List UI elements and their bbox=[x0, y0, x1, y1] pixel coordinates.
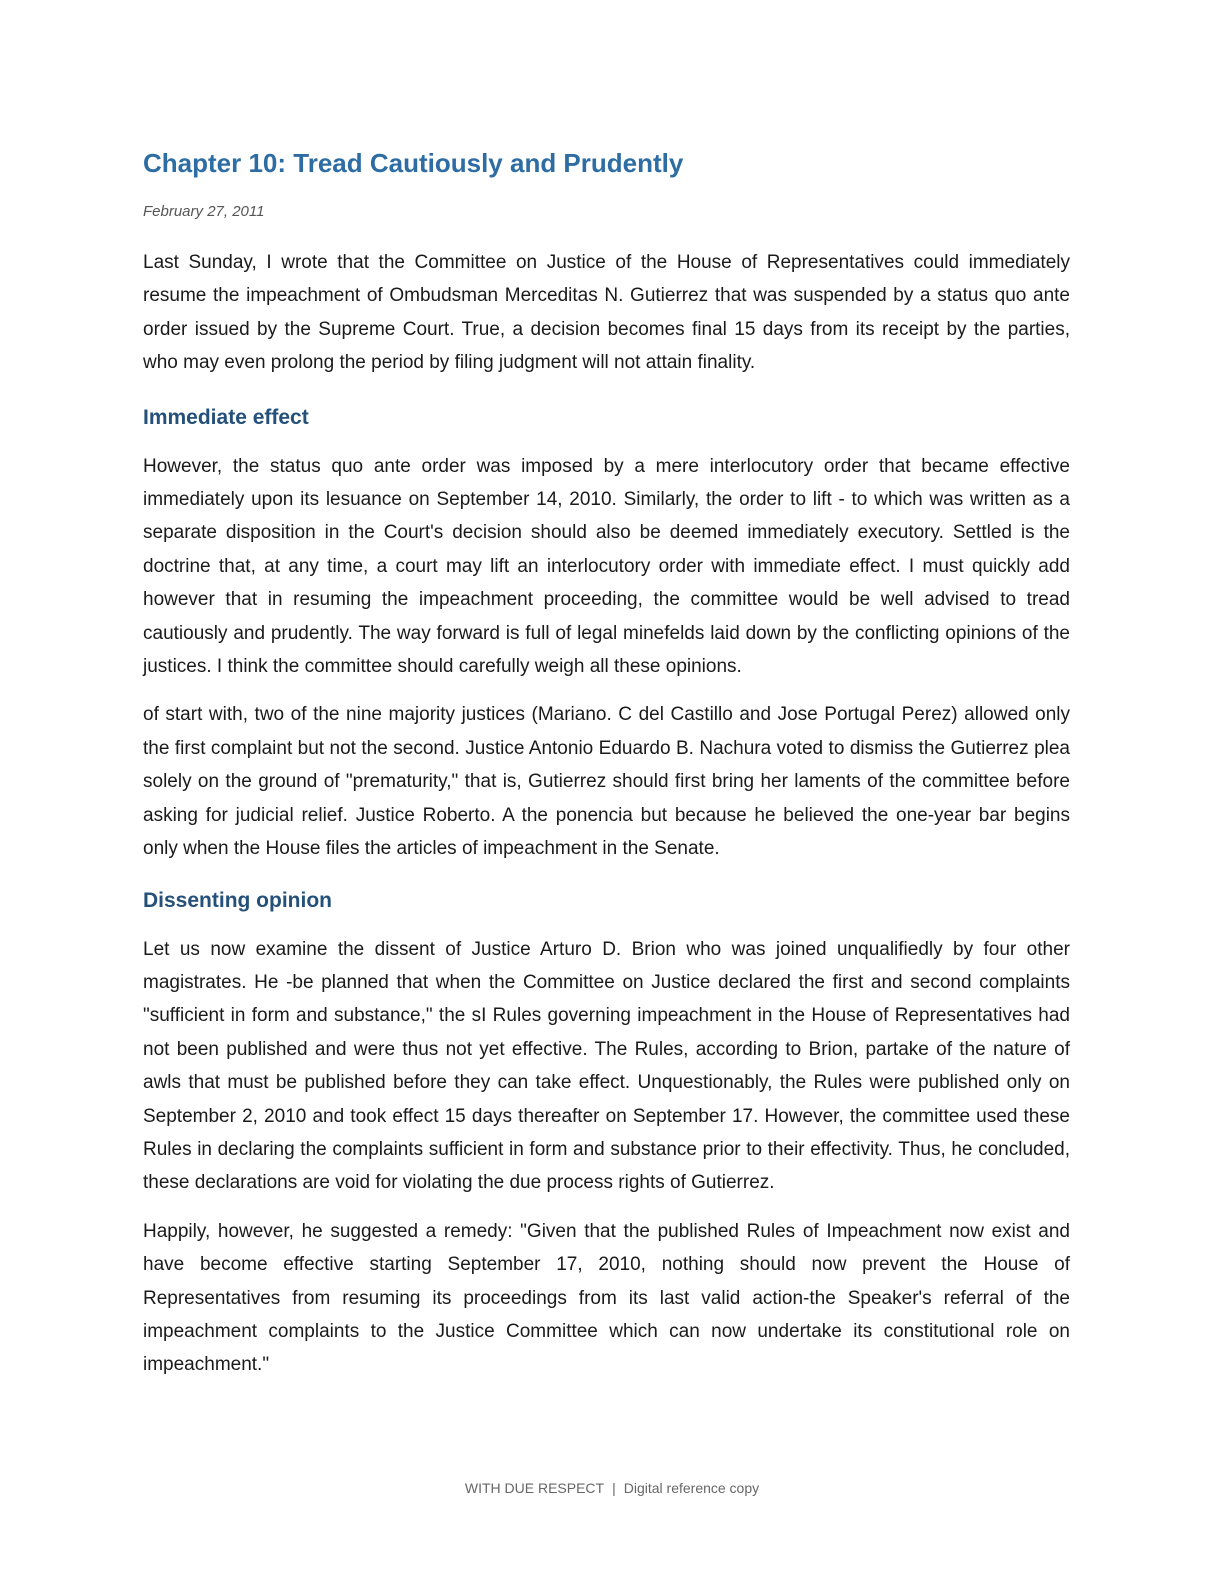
section-heading-dissenting-opinion: Dissenting opinion bbox=[143, 888, 332, 912]
paragraph: Let us now examine the dissent of Justice Arturo D. Brion who was joined unqualifiedly by four other magistrates. He -be planned that when the Committee on Justice declared the first and second complaints "sufficient in form and substance," the sI Rules governing impeachment in the House of Representatives had not been published and were thus not yet effective. The Rules, according to Brion, partake of the nature of awls that must be published before they can take effect. Unquestionably, the Rules were published only on September 2, 2010 and took effect 15 days thereafter on September 17. However, the committee used these Rules in declaring the complaints sufficient in form and substance prior to their effectivity. Thus, he concluded, these declarations are void for violating the due process rights of Gutierrez. bbox=[143, 938, 1070, 1194]
chapter-title: Chapter 10: Tread Cautiously and Prudently bbox=[143, 148, 684, 178]
page-body bbox=[143, 140, 1070, 1382]
paragraph: Last Sunday, I wrote that the Committee on Justice of the House of Representatives could immediately resume the impeachment of Ombudsman Merceditas N. Gutierrez that was suspended by a status quo ante order issued by the Supreme Court. True, a decision becomes final 15 days from its receipt by the parties, who may even prolong the period by filing judgment will not attain finality. bbox=[143, 252, 1070, 374]
chapter-date: February 27, 2011 bbox=[143, 203, 265, 220]
footer-copy-note: Digital reference copy bbox=[623, 1480, 760, 1496]
paragraph: Happily, however, he suggested a remedy: "Given that the published Rules of Impeachment now exist and have become effective starting September 17, 2010, nothing should now prevent the House of Representatives from resuming its proceedings from its last valid action-the Speaker's referral of the impeachment complaints to the Justice Committee which can now undertake its constitutional role on impeachment." bbox=[143, 1220, 1070, 1376]
section-heading-immediate-effect: Immediate effect bbox=[143, 405, 309, 429]
page-footer bbox=[0, 1478, 1224, 1498]
footer-book-title: WITH DUE RESPECT bbox=[464, 1480, 605, 1496]
paragraph: of start with, two of the nine majority justices (Mariano. C del Castillo and Jose Portugal Perez) allowed only the first complaint but not the second. Justice Antonio Eduardo B. Nachura voted to dismiss the Gutierrez plea solely on the ground of "prematurity," that is, Gutierrez should first bring her laments of the committee before asking for judicial relief. Justice Roberto. A the ponencia but because he believed the one-year bar begins only when the House files the articles of impeachment in the Senate. bbox=[143, 704, 1070, 860]
paragraph: However, the status quo ante order was imposed by a mere interlocutory order that became effective immediately upon its lesuance on September 14, 2010. Similarly, the order to lift - to which was written as a separate disposition in the Court's decision should also be deemed immediately executory. Settled is the doctrine that, at any time, a court may lift an interlocutory order with immediate effect. I must quickly add however that in resuming the impeachment proceeding, the committee would be well advised to tread cautiously and prudently. The way forward is full of legal minefelds laid down by the conflicting opinions of the justices. I think the committee should carefully weigh all these opinions. bbox=[143, 455, 1070, 678]
footer-separator: | bbox=[612, 1480, 616, 1496]
